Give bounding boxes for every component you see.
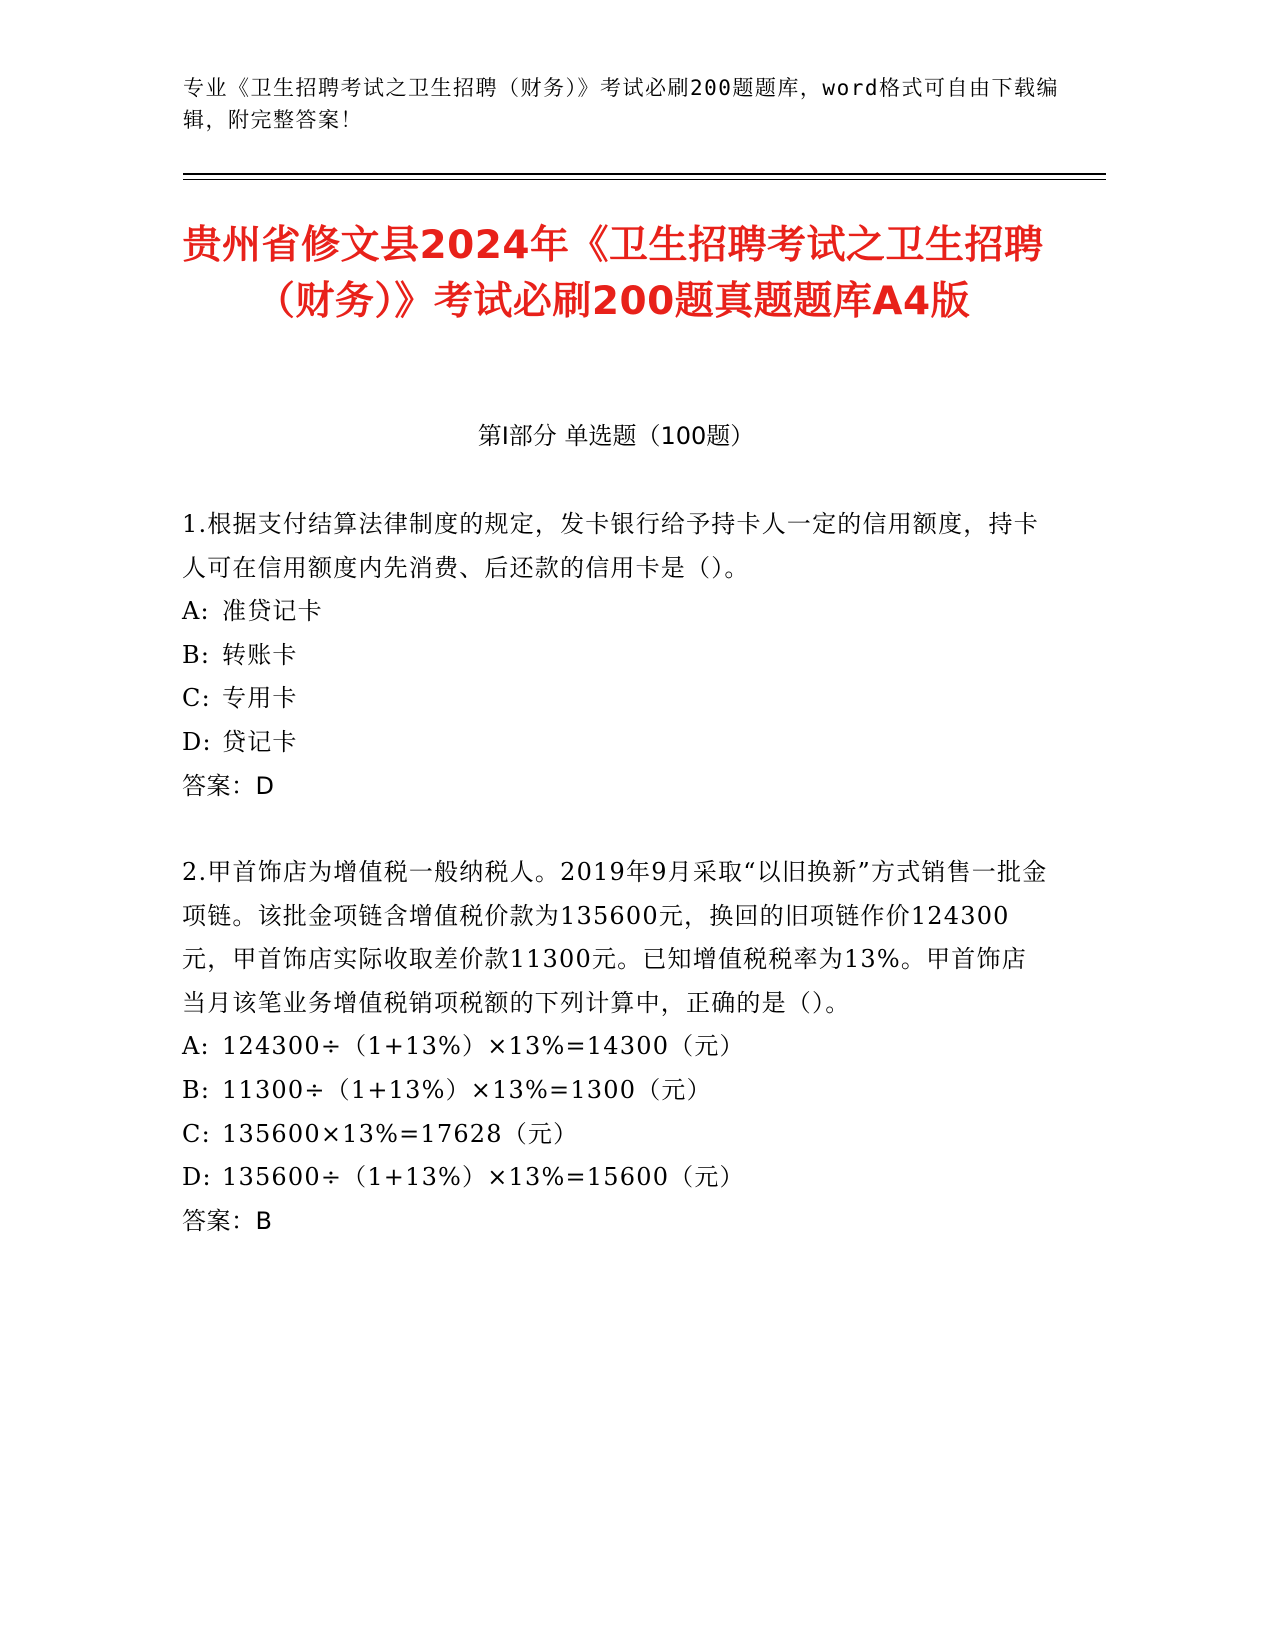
option-letter: C: (182, 684, 211, 713)
option-letter: B: (182, 1075, 211, 1104)
header-rule-thick (183, 173, 1106, 175)
option-text: 135600÷（1+13%）×13%=15600（元） (222, 1163, 745, 1192)
header-rule-thin (183, 179, 1106, 180)
section-heading: 第Ⅰ部分 单选题（100题） (477, 422, 755, 450)
option-text: 贷记卡 (222, 727, 298, 756)
option-c (182, 1113, 1048, 1157)
question-stem (182, 503, 1048, 590)
option-letter: A: (182, 1032, 210, 1061)
option-letter: D: (182, 727, 212, 756)
option-c (182, 677, 1048, 721)
option-text: 11300÷（1+13%）×13%=1300（元） (222, 1075, 712, 1104)
option-text: 准贷记卡 (222, 597, 323, 626)
question-1 (182, 503, 1048, 808)
option-text: 135600×13%=17628（元） (222, 1119, 579, 1148)
document-title: 贵州省修文县2024年《卫生招聘考试之卫生招聘（财务）》考试必刷200题真题题库A4版 (182, 223, 1044, 324)
option-d (182, 721, 1048, 765)
intro-text: 专业《卫生招聘考试之卫生招聘（财务）》考试必刷200题题库，word格式可自由下载编辑，附完整答案！ (183, 76, 1059, 132)
option-letter: B: (182, 640, 211, 669)
question-text: 甲首饰店为增值税一般纳税人。2019年9月采取“以旧换新”方式销售一批金项链。该批金项链含增值税价款为135600元，换回的旧项链作价124300元，甲首饰店实际收取差价款11300元。已知增值税税率为13%。甲首饰店当月该笔业务增值税销项税额的下列计算中，正确的是（）。 (182, 858, 1048, 1017)
option-letter: A: (182, 597, 210, 626)
option-b (182, 1069, 1048, 1113)
option-letter: D: (182, 1163, 212, 1192)
answer-line: 答案：D (182, 771, 275, 800)
option-text: 专用卡 (222, 684, 298, 713)
question-text: 根据支付结算法律制度的规定，发卡银行给予持卡人一定的信用额度，持卡人可在信用额度内先消费、后还款的信用卡是（）。 (182, 510, 1039, 582)
option-a (182, 1025, 1048, 1069)
option-b (182, 634, 1048, 678)
option-d (182, 1156, 1048, 1200)
option-text: 转账卡 (222, 640, 298, 669)
question-2 (182, 851, 1048, 1243)
question-number: 1. (182, 510, 208, 538)
question-stem (182, 851, 1048, 1025)
option-text: 124300÷（1+13%）×13%=14300（元） (222, 1032, 745, 1061)
option-letter: C: (182, 1119, 211, 1148)
question-number: 2. (182, 858, 208, 886)
answer-line: 答案：B (182, 1206, 273, 1235)
option-a (182, 590, 1048, 634)
